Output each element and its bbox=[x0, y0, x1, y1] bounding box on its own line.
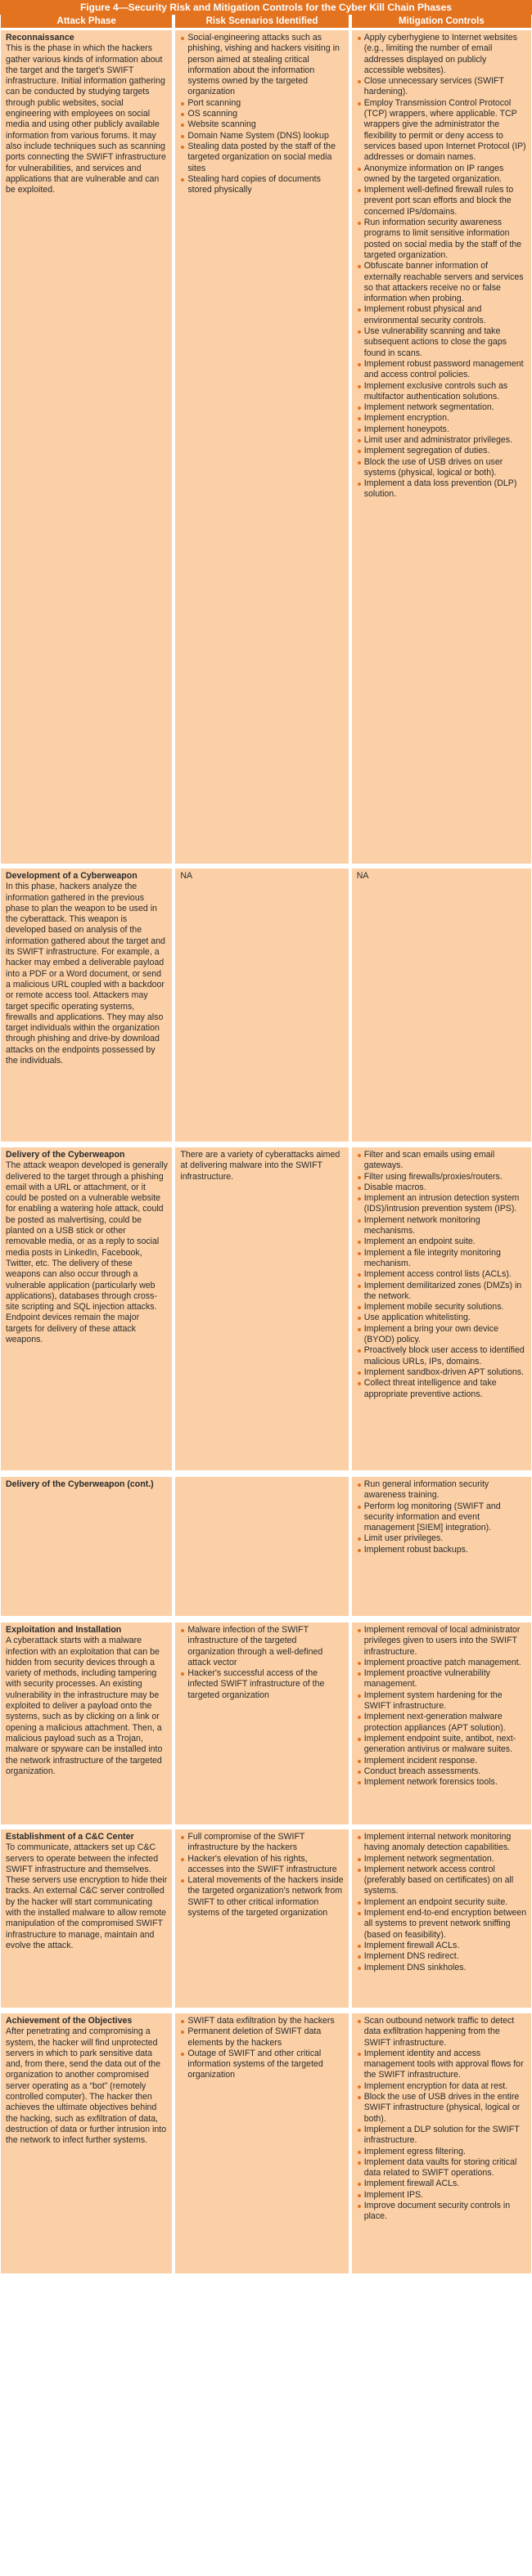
mitigation-text: NA bbox=[356, 871, 369, 881]
mitigation-item: Apply cyberhygiene to Internet websites (e.g., limiting the number of email addresses displayed on publicly accessible websites). bbox=[357, 33, 527, 76]
mitigation-item: Implement firewall ACLs. bbox=[357, 1941, 527, 1951]
mitigation-item: Improve document security controls in place. bbox=[357, 2201, 527, 2223]
mitigation-item: Implement an endpoint suite. bbox=[357, 1236, 527, 1247]
mitigation-item: Implement system hardening for the SWIFT infrastructure. bbox=[357, 1690, 527, 1712]
risk-text: There are a variety of cyberattacks aimed at delivering malware into the SWIFT infrastructure. bbox=[180, 1150, 340, 1182]
mitigation-item: Collect threat intelligence and take appropriate preventive actions. bbox=[357, 1378, 527, 1400]
mitigation-item: Implement well-defined firewall rules to prevent port scan efforts and block the concerned IPs/domains. bbox=[357, 185, 527, 218]
mitigation-item: Implement DNS redirect. bbox=[357, 1951, 527, 1962]
phase-description: After penetrating and compromising a system, the hacker will find unprotected servers in which to park sensitive data and, from there, send the data out of the organization to another compromised server operating as a “bot” (remotely controlled computer). The hacker then achieves the ultimate objectives behind the hacking, such as exfiltration of data, destruction of data or further intrusion into the network to infect further systems. bbox=[6, 2026, 167, 2146]
mitigation-item: Block the use of USB drives on user systems (physical, logical or both). bbox=[357, 457, 527, 479]
mitigation-item: Implement a data loss prevention (DLP) solution. bbox=[357, 478, 527, 500]
risk-list bbox=[180, 1832, 344, 1919]
mitigation-item: Perform log monitoring (SWIFT and security information and event management [SIEM] integration). bbox=[357, 1501, 527, 1534]
risk-item: Stealing data posted by the staff of the targeted organization on social media sites bbox=[180, 141, 344, 174]
mitigation-item: Conduct breach assessments. bbox=[357, 1766, 527, 1777]
table-row bbox=[0, 2013, 532, 2273]
phase-cell bbox=[1, 1829, 172, 2008]
header-attack-phase: Attack Phase bbox=[1, 15, 172, 28]
mitigation-item: Filter using firewalls/proxies/routers. bbox=[357, 1172, 527, 1183]
mitigation-list bbox=[357, 1832, 527, 1973]
mitigation-item: Implement encryption for data at rest. bbox=[357, 2081, 527, 2092]
phase-description: In this phase, hackers analyze the information gathered in the previous phase to plan the weapon to be used in the cyberattack. This weapon is developed based on analysis of the information gathered about the target and its SWIFT infrastructure. For example, a hacker may embed a deliverable payload into a PDF or a Word document, or send a malicious URL coupled with a backdoor or remote access tool. Attackers may target specific operating systems, firewalls and applications. They may also target individuals within the organization through phishing and drive-by download attacks on the endpoints possessed by the individuals. bbox=[6, 882, 165, 1066]
mitigation-item: Limit user privileges. bbox=[357, 1533, 527, 1544]
mitigation-item: Implement access control lists (ACLs). bbox=[357, 1269, 527, 1280]
mitigation-item: Employ Transmission Control Protocol (TCP) wrappers, where applicable. TCP wrappers give the administrator the flexibility to permit or deny access to services based upon Internet Protocol (IP) addresses or domain names. bbox=[357, 98, 527, 164]
risk-text: NA bbox=[180, 871, 193, 881]
mitigation-item: Obfuscate banner information of externally reachable servers and services so that attackers receive no or false information when probing. bbox=[357, 261, 527, 304]
mitigation-item: Implement removal of local administrator privileges given to users into the SWIFT infrastructure. bbox=[357, 1625, 527, 1658]
mitigation-item: Implement data vaults for storing critical data related to SWIFT operations. bbox=[357, 2157, 527, 2179]
table-row bbox=[0, 30, 532, 864]
mitigation-cell bbox=[352, 1477, 531, 1616]
risk-item: SWIFT data exfiltration by the hackers bbox=[180, 2016, 344, 2026]
header-risk-scenarios: Risk Scenarios Identified bbox=[175, 15, 348, 28]
mitigation-item: Implement firewall ACLs. bbox=[357, 2179, 527, 2189]
phase-description: A cyberattack starts with a malware infection with an exploitation that can be hidden from security devices through a variety of methods, including tampering with security processes. An existing vulnerability in the infrastructure may be exploited to deliver a payload onto the systems, such as by clicking on a link or opening a malicious attachment. Then, a malicious payload such as a Trojan, malware or spyware can be installed into the network infrastructure of the targeted organization. bbox=[6, 1636, 163, 1776]
mitigation-item: Implement IPS. bbox=[357, 2190, 527, 2201]
mitigation-cell bbox=[352, 30, 531, 864]
phase-description: The attack weapon developed is generally delivered to the target through a phishing email with a URL or attachment, or it could be posted on a vulnerable website for enabling a watering hole attack, could be posted as malvertising, could be planted on a USB stick or other removable media, or as a reply to social media posts in LinkedIn, Facebook, Twitter, etc. The delivery of these weapons can also occur through a vulnerable application (particularly web applications), databases through cross-site scripting and SQL injection attacks. Endpoint devices remain the major targets for delivery of these attack weapons. bbox=[6, 1160, 168, 1345]
mitigation-item: Implement robust backups. bbox=[357, 1545, 527, 1555]
mitigation-item: Disable macros. bbox=[357, 1183, 527, 1193]
mitigation-item: Implement endpoint suite, antibot, next-generation antivirus or malware suites. bbox=[357, 1734, 527, 1756]
mitigation-item: Implement a bring your own device (BYOD) policy. bbox=[357, 1324, 527, 1346]
mitigation-item: Implement incident response. bbox=[357, 1756, 527, 1766]
mitigation-item: Implement end-to-end encryption between all systems to prevent network sniffing (based on feasibility). bbox=[357, 1908, 527, 1941]
risk-cell bbox=[175, 868, 348, 1142]
mitigation-list bbox=[357, 33, 527, 500]
risk-cell bbox=[175, 2013, 348, 2273]
phase-title: Achievement of the Objectives bbox=[6, 2016, 133, 2026]
risk-item: Domain Name System (DNS) lookup bbox=[180, 131, 344, 141]
mitigation-item: Implement proactive patch management. bbox=[357, 1658, 527, 1668]
mitigation-item: Implement demilitarized zones (DMZs) in the network. bbox=[357, 1281, 527, 1303]
risk-cell bbox=[175, 1477, 348, 1616]
mitigation-item: Use vulnerability scanning and take subsequent actions to close the gaps found in scans. bbox=[357, 326, 527, 359]
mitigation-cell bbox=[352, 2013, 531, 2273]
phase-cell bbox=[1, 868, 172, 1142]
mitigation-item: Implement internal network monitoring having anomaly detection capabilities. bbox=[357, 1832, 527, 1854]
mitigation-item: Implement network access control (preferably based on certificates) on all systems. bbox=[357, 1865, 527, 1897]
mitigation-item: Implement encryption. bbox=[357, 413, 527, 424]
table-row bbox=[0, 1622, 532, 1824]
mitigation-list bbox=[357, 2016, 527, 2223]
mitigation-item: Implement a DLP solution for the SWIFT infrastructure. bbox=[357, 2125, 527, 2147]
mitigation-item: Implement egress filtering. bbox=[357, 2147, 527, 2157]
phase-title: Reconnaissance bbox=[6, 33, 74, 43]
mitigation-cell bbox=[352, 868, 531, 1142]
risk-cell bbox=[175, 30, 348, 864]
table-row bbox=[0, 1477, 532, 1616]
phase-cell bbox=[1, 1622, 172, 1824]
mitigation-cell bbox=[352, 1147, 531, 1470]
mitigation-item: Implement honeypots. bbox=[357, 424, 527, 435]
mitigation-item: Implement next-generation malware protection appliances (APT solution). bbox=[357, 1712, 527, 1734]
risk-item: Port scanning bbox=[180, 98, 344, 109]
risk-cell bbox=[175, 1829, 348, 2008]
risk-list bbox=[180, 33, 344, 195]
risk-item: Social-engineering attacks such as phishing, vishing and hackers visiting in person aimed at stealing critical information about the information systems owned by the targeted organization bbox=[180, 33, 344, 98]
phase-description: This is the phase in which the hackers gather various kinds of information about the target and the target's SWIFT infrastructure. Initial information gathering can be conducted by studying targets through public websites, social engineering with employees on social media and using other publicly available information from various forums. It may also include techniques such as scanning ports connecting the SWIFT infrastructure for vulnerabilities, and services and applications that are vulnerable and can be exploited. bbox=[6, 43, 166, 195]
mitigation-item: Implement mobile security solutions. bbox=[357, 1302, 527, 1313]
mitigation-list bbox=[357, 1150, 527, 1400]
mitigation-cell bbox=[352, 1622, 531, 1824]
mitigation-list bbox=[357, 1625, 527, 1788]
phase-cell bbox=[1, 30, 172, 864]
table-header-row bbox=[0, 15, 532, 28]
risk-item: Lateral movements of the hackers inside the targeted organization's network from SWIFT to other critical information systems of the targeted organization bbox=[180, 1875, 344, 1919]
risk-list bbox=[180, 2016, 344, 2081]
mitigation-item: Limit user and administrator privileges. bbox=[357, 435, 527, 446]
mitigation-item: Implement network monitoring mechanisms. bbox=[357, 1215, 527, 1237]
mitigation-item: Implement robust password management and access control policies. bbox=[357, 359, 527, 381]
mitigation-list bbox=[357, 1479, 527, 1555]
risk-cell bbox=[175, 1622, 348, 1824]
mitigation-item: Implement identity and access management tools with approval flows for the SWIFT infrastructure. bbox=[357, 2049, 527, 2081]
phase-title: Delivery of the Cyberweapon (cont.) bbox=[6, 1479, 154, 1489]
risk-cell bbox=[175, 1147, 348, 1470]
risk-item: Hacker's successful access of the infected SWIFT infrastructure of the targeted organization bbox=[180, 1668, 344, 1701]
phase-title: Establishment of a C&C Center bbox=[6, 1832, 134, 1842]
mitigation-item: Anonymize information on IP ranges owned by the targeted organization. bbox=[357, 164, 527, 186]
table-row bbox=[0, 868, 532, 1142]
mitigation-item: Filter and scan emails using email gateways. bbox=[357, 1150, 527, 1172]
phase-title: Delivery of the Cyberweapon bbox=[6, 1150, 125, 1160]
risk-list bbox=[180, 1625, 344, 1701]
figure-title: Figure 4—Security Risk and Mitigation Controls for the Cyber Kill Chain Phases bbox=[0, 0, 532, 15]
table-row bbox=[0, 1829, 532, 2008]
mitigation-item: Close unnecessary services (SWIFT hardening). bbox=[357, 76, 527, 98]
risk-item: Hacker's elevation of his rights, accesses into the SWIFT infrastructure bbox=[180, 1854, 344, 1876]
risk-item: Full compromise of the SWIFT infrastructure by the hackers bbox=[180, 1832, 344, 1854]
mitigation-item: Implement segregation of duties. bbox=[357, 446, 527, 456]
mitigation-item: Implement network segmentation. bbox=[357, 1854, 527, 1865]
risk-item: Outage of SWIFT and other critical information systems of the targeted organization bbox=[180, 2049, 344, 2081]
phase-title: Exploitation and Installation bbox=[6, 1625, 122, 1635]
mitigation-item: Scan outbound network traffic to detect data exfiltration happening from the SWIFT infrastructure. bbox=[357, 2016, 527, 2049]
mitigation-cell bbox=[352, 1829, 531, 2008]
header-mitigation-controls: Mitigation Controls bbox=[352, 15, 531, 28]
mitigation-item: Proactively block user access to identified malicious URLs, IPs, domains. bbox=[357, 1345, 527, 1367]
risk-item: Permanent deletion of SWIFT data elements by the hackers bbox=[180, 2026, 344, 2049]
mitigation-item: Implement robust physical and environmental security controls. bbox=[357, 304, 527, 326]
phase-cell bbox=[1, 1477, 172, 1616]
phase-cell bbox=[1, 2013, 172, 2273]
risk-item: Stealing hard copies of documents stored physically bbox=[180, 174, 344, 196]
mitigation-item: Use application whitelisting. bbox=[357, 1313, 527, 1323]
mitigation-item: Run information security awareness programs to limit sensitive information posted on social media by the staff of the targeted organization. bbox=[357, 218, 527, 261]
mitigation-item: Implement network forensics tools. bbox=[357, 1777, 527, 1788]
mitigation-item: Implement sandbox-driven APT solutions. bbox=[357, 1367, 527, 1378]
mitigation-item: Implement a file integrity monitoring mechanism. bbox=[357, 1248, 527, 1270]
mitigation-item: Block the use of USB drives in the entire SWIFT infrastructure (physical, logical or both). bbox=[357, 2092, 527, 2125]
risk-item: Malware infection of the SWIFT infrastructure of the targeted organization through a well-defined attack vector bbox=[180, 1625, 344, 1668]
mitigation-item: Run general information security awareness training. bbox=[357, 1479, 527, 1501]
risk-item: Website scanning bbox=[180, 119, 344, 130]
mitigation-item: Implement network segmentation. bbox=[357, 402, 527, 413]
mitigation-item: Implement exclusive controls such as multifactor authentication solutions. bbox=[357, 381, 527, 403]
table-row bbox=[0, 1147, 532, 1470]
mitigation-item: Implement proactive vulnerability management. bbox=[357, 1668, 527, 1690]
mitigation-item: Implement an endpoint security suite. bbox=[357, 1897, 527, 1908]
mitigation-item: Implement an intrusion detection system (IDS)/intrusion prevention system (IPS). bbox=[357, 1193, 527, 1215]
risk-item: OS scanning bbox=[180, 109, 344, 119]
mitigation-item: Implement DNS sinkholes. bbox=[357, 1963, 527, 1973]
phase-cell bbox=[1, 1147, 172, 1470]
phase-description: To communicate, attackers set up C&C servers to operate between the infected SWIFT infrastructure and themselves. These servers use encryption to hide their tracks. An external C&C server controlled by the hacker will start communicating with the installed malware to allow remote manipulation of the compromised SWIFT infrastructure to manage, maintain and evolve the attack. bbox=[6, 1842, 168, 1950]
phase-title: Development of a Cyberweapon bbox=[6, 871, 138, 881]
